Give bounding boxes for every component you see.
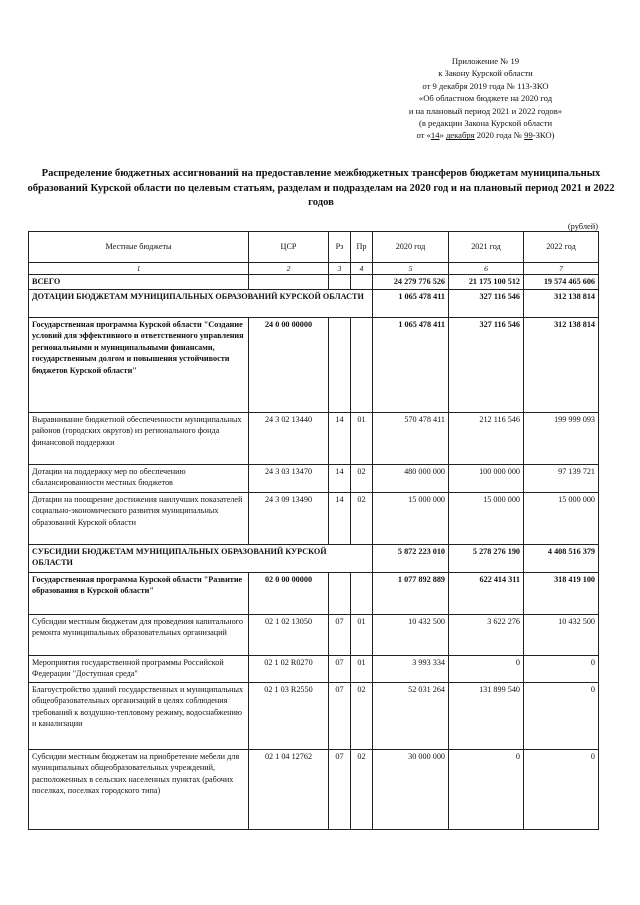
row-pr <box>351 572 373 614</box>
row-2020: 52 031 264 <box>373 682 449 749</box>
table-row <box>29 412 599 464</box>
appendix-line: «Об областном бюджете на 2020 год <box>418 93 553 104</box>
row-2021: 100 000 000 <box>449 464 524 492</box>
amendment-day: 14 <box>430 130 440 141</box>
appendix-block <box>378 55 593 142</box>
header-cell: 2021 год <box>449 232 524 263</box>
appendix-line: к Закону Курской области <box>438 68 533 79</box>
index-cell: 4 <box>351 263 373 275</box>
total-row <box>29 275 599 290</box>
total-2021: 21 175 100 512 <box>449 275 524 290</box>
row-rz: 14 <box>329 412 351 464</box>
header-cell: Рз <box>329 232 351 263</box>
row-2020: 10 432 500 <box>373 614 449 655</box>
row-rz: 07 <box>329 655 351 682</box>
row-2021: 212 116 546 <box>449 412 524 464</box>
table-row <box>29 614 599 655</box>
row-csr: 02 1 02 13050 <box>249 614 329 655</box>
row-name: Субсидии местным бюджетам для проведения капитального ремонта муниципальных образовательных организаций <box>29 614 249 655</box>
row-name: Дотации на поддержку мер по обеспечению сбалансированности местных бюджетов <box>29 464 249 492</box>
amendment-mid: » <box>439 130 446 141</box>
index-cell: 7 <box>524 263 599 275</box>
row-2020: 480 000 000 <box>373 464 449 492</box>
row-2022: 10 432 500 <box>524 614 599 655</box>
row-pr: 02 <box>351 464 373 492</box>
row-rz: 14 <box>329 464 351 492</box>
row-2022: 4 408 516 379 <box>524 544 599 572</box>
total-label: ВСЕГО <box>29 275 249 290</box>
empty-cell <box>249 275 329 290</box>
row-pr: 01 <box>351 614 373 655</box>
row-rz <box>329 572 351 614</box>
row-rz: 07 <box>329 749 351 829</box>
header-cell: 2020 год <box>373 232 449 263</box>
appendix-line: (в редакции Закона Курской области <box>418 118 553 129</box>
appendix-line: Приложение № 19 <box>451 56 520 66</box>
row-csr: 02 1 04 12762 <box>249 749 329 829</box>
row-csr: 24 3 02 13440 <box>249 412 329 464</box>
units-label: (рублей) <box>567 222 598 231</box>
row-csr: 02 1 02 R0270 <box>249 655 329 682</box>
row-2020: 3 993 334 <box>373 655 449 682</box>
section-name: СУБСИДИИ БЮДЖЕТАМ МУНИЦИПАЛЬНЫХ ОБРАЗОВАНИЙ КУРСКОЙ ОБЛАСТИ <box>29 544 373 572</box>
row-name: Мероприятия государственной программы Российской Федерации "Доступная среда" <box>29 655 249 682</box>
row-2022: 318 419 100 <box>524 572 599 614</box>
row-2021: 327 116 546 <box>449 317 524 412</box>
row-rz: 07 <box>329 682 351 749</box>
row-pr: 01 <box>351 655 373 682</box>
amendment-suffix: -ЗКО) <box>532 130 555 141</box>
amendment-number: 99 <box>524 130 533 141</box>
row-2021: 0 <box>449 655 524 682</box>
row-rz: 07 <box>329 614 351 655</box>
row-2020: 1 065 478 411 <box>373 289 449 317</box>
program-row <box>29 572 599 614</box>
row-2022: 97 139 721 <box>524 464 599 492</box>
section-row <box>29 289 599 317</box>
appendix-line-amendment <box>378 129 593 141</box>
header-cell: Пр <box>351 232 373 263</box>
column-index-row <box>29 263 599 275</box>
row-pr: 02 <box>351 492 373 544</box>
row-name: Государственная программа Курской области "Развитие образования в Курской области" <box>29 572 249 614</box>
row-rz: 14 <box>329 492 351 544</box>
row-name: Благоустройство зданий государственных и муниципальных общеобразовательных организаций в целях соблюдения требований к воздушно-тепловому режиму, водоснабжению и канализации <box>29 682 249 749</box>
row-2021: 622 414 311 <box>449 572 524 614</box>
program-row <box>29 317 599 412</box>
row-2021: 3 622 276 <box>449 614 524 655</box>
row-2022: 0 <box>524 655 599 682</box>
appendix-line: и на плановый период 2021 и 2022 годов» <box>408 105 563 116</box>
row-csr: 24 3 03 13470 <box>249 464 329 492</box>
row-pr: 01 <box>351 412 373 464</box>
header-cell: Местные бюджеты <box>29 232 249 263</box>
row-2021: 327 116 546 <box>449 289 524 317</box>
amendment-prefix: от « <box>416 130 431 141</box>
row-2020: 1 065 478 411 <box>373 317 449 412</box>
table-row <box>29 464 599 492</box>
row-name: Выравнивание бюджетной обеспеченности муниципальных районов (городских округов) из регионального фонда финансовой поддержки <box>29 412 249 464</box>
row-2020: 15 000 000 <box>373 492 449 544</box>
row-2022: 0 <box>524 749 599 829</box>
row-name: Субсидии местным бюджетам на приобретение мебели для муниципальных общеобразовательных учреждений, расположенных в сельских населенных пунктах (рабочих поселках, поселках городского типа) <box>29 749 249 829</box>
section-name: ДОТАЦИИ БЮДЖЕТАМ МУНИЦИПАЛЬНЫХ ОБРАЗОВАНИЙ КУРСКОЙ ОБЛАСТИ <box>29 289 373 317</box>
header-cell: ЦСР <box>249 232 329 263</box>
row-csr: 02 0 00 00000 <box>249 572 329 614</box>
section-row <box>29 544 599 572</box>
row-name: Дотации на поощрение достижения наилучших показателей социально-экономического развития муниципальных образований Курской области <box>29 492 249 544</box>
row-pr: 02 <box>351 682 373 749</box>
index-cell: 3 <box>329 263 351 275</box>
header-cell: 2022 год <box>524 232 599 263</box>
row-name: Государственная программа Курской области "Создание условий для эффективного и ответственного управления региональными и муниципальными финансами, государственным долгом и повышения устойчивости бюджетов Курской области" <box>29 317 249 412</box>
row-2022: 312 138 814 <box>524 317 599 412</box>
row-2022: 0 <box>524 682 599 749</box>
row-csr: 02 1 03 R2550 <box>249 682 329 749</box>
table-row <box>29 655 599 682</box>
row-2020: 5 872 223 010 <box>373 544 449 572</box>
empty-cell <box>351 275 373 290</box>
row-2021: 131 899 540 <box>449 682 524 749</box>
row-csr: 24 0 00 00000 <box>249 317 329 412</box>
row-2022: 199 999 093 <box>524 412 599 464</box>
row-2020: 570 478 411 <box>373 412 449 464</box>
total-2022: 19 574 465 606 <box>524 275 599 290</box>
index-cell: 6 <box>449 263 524 275</box>
total-2020: 24 279 776 526 <box>373 275 449 290</box>
row-csr: 24 3 09 13490 <box>249 492 329 544</box>
row-pr: 02 <box>351 749 373 829</box>
row-2022: 312 138 814 <box>524 289 599 317</box>
index-cell: 1 <box>29 263 249 275</box>
budget-table <box>28 231 599 830</box>
empty-cell <box>329 275 351 290</box>
index-cell: 2 <box>249 263 329 275</box>
appendix-line: от 9 декабря 2019 года № 113-ЗКО <box>422 80 549 91</box>
table-row <box>29 492 599 544</box>
row-2021: 0 <box>449 749 524 829</box>
page-title: Распределение бюджетных ассигнований на предоставление межбюджетных трансферов бюджетам муниципальных образований Курской области по целевым статьям, разделам и подразделам на 2020 год и на плановый период 2021 и 2022 годов <box>27 168 615 209</box>
row-rz <box>329 317 351 412</box>
row-2020: 30 000 000 <box>373 749 449 829</box>
row-2022: 15 000 000 <box>524 492 599 544</box>
table-header-row <box>29 232 599 263</box>
amendment-year: 2020 года № <box>474 130 525 141</box>
row-2021: 5 278 276 190 <box>449 544 524 572</box>
amendment-month: декабря <box>445 130 475 141</box>
row-2020: 1 077 892 889 <box>373 572 449 614</box>
table-row <box>29 749 599 829</box>
row-2021: 15 000 000 <box>449 492 524 544</box>
row-pr <box>351 317 373 412</box>
index-cell: 5 <box>373 263 449 275</box>
table-row <box>29 682 599 749</box>
